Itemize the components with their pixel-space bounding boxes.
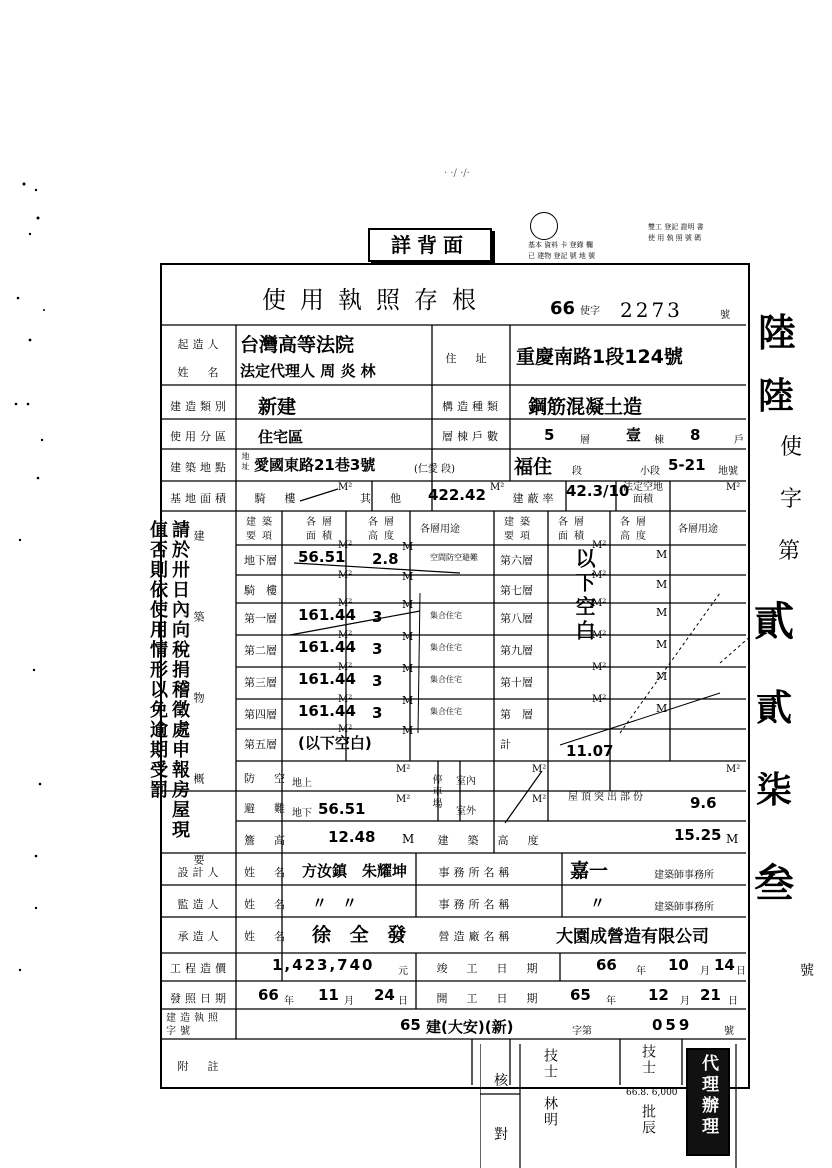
floor-height: 3 xyxy=(372,704,383,722)
floor-area: 56.51 xyxy=(298,548,346,566)
floor-area-unit: M² xyxy=(592,598,607,609)
issue-month-unit: 月 xyxy=(344,996,354,1007)
completion-day-unit: 日 xyxy=(736,966,746,977)
floor-area-unit: M² xyxy=(338,694,353,705)
issue-day: 24 xyxy=(374,986,395,1004)
small-print: 66.8. 6,000 xyxy=(626,1088,678,1098)
floor-height-unit: M xyxy=(402,724,414,737)
coverage-label: 建蔽率 xyxy=(512,492,558,505)
site-label: 建築地點 xyxy=(170,461,230,474)
category-label: 建造類別 xyxy=(170,400,230,413)
floor-name: 第十層 xyxy=(500,676,533,689)
floor-area-unit: M² xyxy=(592,694,607,705)
license-number: 2273 xyxy=(620,298,683,322)
site-paren: (仁愛 段) xyxy=(414,464,455,475)
issue-month: 11 xyxy=(318,986,339,1004)
col-height-right: 各層高度 xyxy=(620,517,652,542)
coverage-value: 42.3/10 xyxy=(566,482,630,500)
start-day-unit: 日 xyxy=(728,996,738,1007)
floor-height-unit: M xyxy=(656,578,668,591)
total-value: 11.07 xyxy=(566,742,614,760)
floor-name: 第七層 xyxy=(500,584,533,597)
margin-speckles xyxy=(10,180,50,980)
builder-name: 台灣高等法院 xyxy=(240,334,355,356)
building-height-label: 建 築 高 度 xyxy=(437,834,543,847)
start-day: 21 xyxy=(700,986,721,1004)
col-use-left: 各層用途 xyxy=(420,524,460,535)
margin-char-9: 叁 xyxy=(754,861,794,907)
floor-height-unit: M xyxy=(402,630,414,643)
designer-label: 設計人 xyxy=(177,866,223,879)
floor-area-unit: M² xyxy=(338,724,353,735)
margin-char-6: 貳 xyxy=(754,599,794,645)
floor-height: 3 xyxy=(372,640,383,658)
structure-value: 鋼筋混凝土造 xyxy=(528,396,643,418)
builder-label-2: 姓 名 xyxy=(177,366,223,379)
floor-use: 集合住宅 xyxy=(430,643,462,652)
supervisor-name-label: 姓 名 xyxy=(244,898,289,911)
building-height-value: 15.25 xyxy=(674,826,722,844)
license-suffix: 號 xyxy=(720,310,730,321)
under-unit: M² xyxy=(396,794,411,805)
col-area-left: 各層面積 xyxy=(306,517,338,542)
floor-area-unit: M² xyxy=(338,630,353,641)
parking-outdoor: 室外 xyxy=(456,806,476,817)
remarks-label: 附 註 xyxy=(177,1060,223,1073)
floor-use: 集合住宅 xyxy=(430,707,462,716)
site-lot-label: 小段 xyxy=(640,466,660,477)
contractor-factory: 大園成營造有限公司 xyxy=(556,927,709,947)
legal-open-unit: M² xyxy=(726,482,741,493)
license-char: 使字 xyxy=(580,306,600,317)
check-box-lines xyxy=(480,1040,740,1168)
ground-unit: M² xyxy=(396,764,411,775)
start-year: 65 xyxy=(570,986,591,1004)
chief-label: 技士 xyxy=(640,1044,656,1076)
col-item-left: 建築要項 xyxy=(246,517,278,542)
supervisor-office-suffix: 建築師事務所 xyxy=(654,902,714,913)
chief-name: 批辰 xyxy=(640,1104,656,1136)
under-label: 地下 xyxy=(292,808,312,819)
permit-year: 65 xyxy=(400,1016,421,1034)
other-value: 422.42 xyxy=(428,486,486,504)
completion-day: 14 xyxy=(714,956,735,974)
address-label: 住 址 xyxy=(445,352,491,365)
issue-year-unit: 年 xyxy=(284,996,294,1007)
floors-label: 層棟戶數 xyxy=(442,430,502,443)
units-unit: 戶 xyxy=(734,435,744,446)
floor-area-unit: M² xyxy=(338,540,353,551)
faint-mark: · ·/ ·/· xyxy=(444,168,470,179)
tax-report-note: 請於卅日內向稅捐稽徵處申報房屋現值否則依使用情形以免逾期受罰 xyxy=(147,520,190,840)
designer-office-label: 事務所名稱 xyxy=(438,866,514,879)
roof-value: 9.6 xyxy=(690,794,717,812)
floor-name: 第一層 xyxy=(244,612,277,625)
use-zone-value: 住宅區 xyxy=(258,428,304,446)
parking-indoor: 室內 xyxy=(456,776,476,787)
floor-area-unit: M² xyxy=(338,570,353,581)
agent-stamp: 代理辦理 xyxy=(686,1048,730,1156)
cost-value: 1,423,740 xyxy=(272,956,375,974)
technician-label: 技士 xyxy=(542,1048,558,1080)
base-area-label: 基地面積 xyxy=(170,492,230,505)
floor-height-unit: M xyxy=(402,540,414,553)
permit-label: 建造執照字號 xyxy=(166,1013,222,1037)
parking-label: 停車場 xyxy=(430,774,441,810)
permit-char: 建(大安)(新) xyxy=(426,1018,514,1036)
supervisor-office-label: 事務所名稱 xyxy=(438,898,514,911)
legal-open-label: 法定空地面積 xyxy=(623,482,663,505)
floor-name: 第 層 xyxy=(500,708,533,721)
completion-label: 竣 工 日 期 xyxy=(436,962,542,975)
floor-area: 161.44 xyxy=(298,670,356,688)
issue-year: 66 xyxy=(258,986,279,1004)
detail-back-stamp: 詳背面 xyxy=(368,228,492,262)
roof-unit: M² xyxy=(726,764,741,775)
supervisor-label: 監造人 xyxy=(177,898,223,911)
form-title: 使用執照存根 xyxy=(262,286,490,314)
builder-label-1: 起造人 xyxy=(177,338,223,351)
site-lot-unit: 地號 xyxy=(718,466,738,477)
designer-office: 嘉一 xyxy=(570,860,609,882)
floor-name: 第二層 xyxy=(244,644,277,657)
contractor-name-label: 姓 名 xyxy=(244,930,289,943)
ground-label: 地上 xyxy=(292,778,312,789)
license-year: 66 xyxy=(550,298,576,319)
floor-use: 集合住宅 xyxy=(430,611,462,620)
site-duan: 段 xyxy=(572,466,582,477)
col-use-right: 各層用途 xyxy=(678,524,718,535)
stamp-block-2: 雙工 登記 證明 書 使 用 執 照 號 碼 xyxy=(648,223,704,242)
contractor-label: 承造人 xyxy=(177,930,223,943)
issue-label: 發照日期 xyxy=(170,992,230,1005)
margin-char-8: 柒 xyxy=(756,770,793,811)
completion-month-unit: 月 xyxy=(700,966,710,977)
issue-day-unit: 日 xyxy=(398,996,408,1007)
floor-name: 計 xyxy=(500,738,511,751)
building-summary-label: 建築物概要 xyxy=(192,530,205,935)
contractor-factory-label: 營造廠名稱 xyxy=(438,930,514,943)
floor-name: 地下層 xyxy=(244,554,277,567)
cost-unit: 元 xyxy=(398,966,408,977)
floor-height: 3 xyxy=(372,608,383,626)
cost-label: 工程造價 xyxy=(170,962,230,975)
site-address: 愛國東路21巷3號 xyxy=(254,456,376,474)
floor-name: 第三層 xyxy=(244,676,277,689)
under-value: 56.51 xyxy=(318,800,366,818)
check-label-2: 對 xyxy=(494,1127,508,1143)
site-district: 福住 xyxy=(514,456,553,478)
site-sub-label: 地址 xyxy=(241,452,250,472)
floor-area: 161.44 xyxy=(298,702,356,720)
floor-area: 161.44 xyxy=(298,638,356,656)
completion-year: 66 xyxy=(596,956,617,974)
eaves-label: 簷 高 xyxy=(244,834,289,847)
floor-height-unit: M xyxy=(402,570,414,583)
margin-char-5: 第 xyxy=(778,539,801,564)
floor-height: 2.8 xyxy=(372,550,399,568)
other-label: 其 他 xyxy=(360,492,405,505)
floor-height-unit: M xyxy=(656,548,668,561)
eaves-unit: M xyxy=(402,832,415,846)
floor-height-unit: M xyxy=(402,694,414,707)
designer-name-label: 姓 名 xyxy=(244,866,289,879)
permit-number: 059 xyxy=(652,1016,693,1034)
floor-height-unit: M xyxy=(402,598,414,611)
technician-name: 林明 xyxy=(542,1096,558,1128)
buildings-count: 壹 xyxy=(626,426,642,444)
arcade-unit: M² xyxy=(338,482,353,493)
floor-use: 空間防空避難 xyxy=(430,553,478,562)
start-month: 12 xyxy=(648,986,669,1004)
floor-area-unit: M² xyxy=(592,540,607,551)
floor-height: 3 xyxy=(372,672,383,690)
col-item-right: 建築要項 xyxy=(504,517,536,542)
floor-area: (以下空白) xyxy=(298,734,372,752)
floor-height-unit: M xyxy=(656,638,668,651)
floors-unit: 層 xyxy=(580,435,590,446)
category-value: 新建 xyxy=(258,396,297,418)
floor-area-unit: M² xyxy=(592,570,607,581)
floor-area-unit: M² xyxy=(338,598,353,609)
roof-label: 屋頂突出部份 xyxy=(568,792,646,803)
floor-use: 集合住宅 xyxy=(430,675,462,684)
circle-stamp xyxy=(530,212,558,240)
floor-area-unit: M² xyxy=(592,630,607,641)
arcade-label: 騎 樓 xyxy=(254,492,300,505)
builder-representative: 法定代理人 周 炎 林 xyxy=(240,362,376,380)
supervisor-office: 〃 xyxy=(590,894,606,912)
floor-height-unit: M xyxy=(656,606,668,619)
margin-char-3: 使 xyxy=(780,435,803,460)
parking-outdoor-unit: M² xyxy=(532,794,547,805)
permit-suffix: 號 xyxy=(724,1026,734,1037)
margin-char-10: 號 xyxy=(800,963,814,979)
floor-area-unit: M² xyxy=(338,662,353,673)
floor-height-unit: M xyxy=(656,670,668,683)
designer-name: 方汝鎮 朱耀坤 xyxy=(302,862,408,880)
address-value: 重慶南路1段124號 xyxy=(516,346,683,368)
floor-area: 161.44 xyxy=(298,606,356,624)
designer-office-suffix: 建築師事務所 xyxy=(654,870,714,881)
other-unit: M² xyxy=(490,482,505,493)
margin-char-1: 陸 xyxy=(758,311,797,355)
floor-area-unit: M² xyxy=(592,662,607,673)
floors-count: 5 xyxy=(544,426,555,444)
stamp-block-1: 基本 資料 卡 登錄 欄 已 建物 登記 號 地 號 xyxy=(528,241,596,260)
floor-name: 第六層 xyxy=(500,554,533,567)
shelter-label-1: 防 空 xyxy=(244,772,289,785)
supervisor-name: 〃 〃 xyxy=(312,894,358,912)
permit-zi: 字第 xyxy=(572,1026,592,1037)
floor-height-unit: M xyxy=(656,702,668,715)
floor-name: 第九層 xyxy=(500,644,533,657)
check-label-1: 核 xyxy=(494,1073,508,1089)
floor-name: 第四層 xyxy=(244,708,277,721)
completion-year-unit: 年 xyxy=(636,966,646,977)
col-height-left: 各層高度 xyxy=(368,517,400,542)
shelter-label-2: 避 難 xyxy=(244,802,289,815)
floor-name: 第八層 xyxy=(500,612,533,625)
start-month-unit: 月 xyxy=(680,996,690,1007)
buildings-unit: 棟 xyxy=(654,435,664,446)
margin-char-4: 字 xyxy=(780,487,803,512)
structure-label: 構造種類 xyxy=(442,400,502,413)
building-height-unit: M xyxy=(726,832,739,846)
margin-char-2: 陸 xyxy=(758,376,795,417)
start-year-unit: 年 xyxy=(606,996,616,1007)
floor-height-unit: M xyxy=(402,662,414,675)
right-blank-note: 以下空白 xyxy=(572,548,596,644)
site-lot-value: 5-21 xyxy=(668,456,706,474)
units-count: 8 xyxy=(690,426,701,444)
floor-name: 騎 樓 xyxy=(244,584,277,597)
col-area-right: 各層面積 xyxy=(558,517,590,542)
margin-char-7: 貳 xyxy=(756,688,793,729)
start-label: 開 工 日 期 xyxy=(436,992,542,1005)
completion-month: 10 xyxy=(668,956,689,974)
floor-name: 第五層 xyxy=(244,738,277,751)
eaves-value: 12.48 xyxy=(328,828,376,846)
use-zone-label: 使用分區 xyxy=(170,430,230,443)
contractor-name: 徐 全 發 xyxy=(312,924,413,946)
parking-indoor-unit: M² xyxy=(532,764,547,775)
